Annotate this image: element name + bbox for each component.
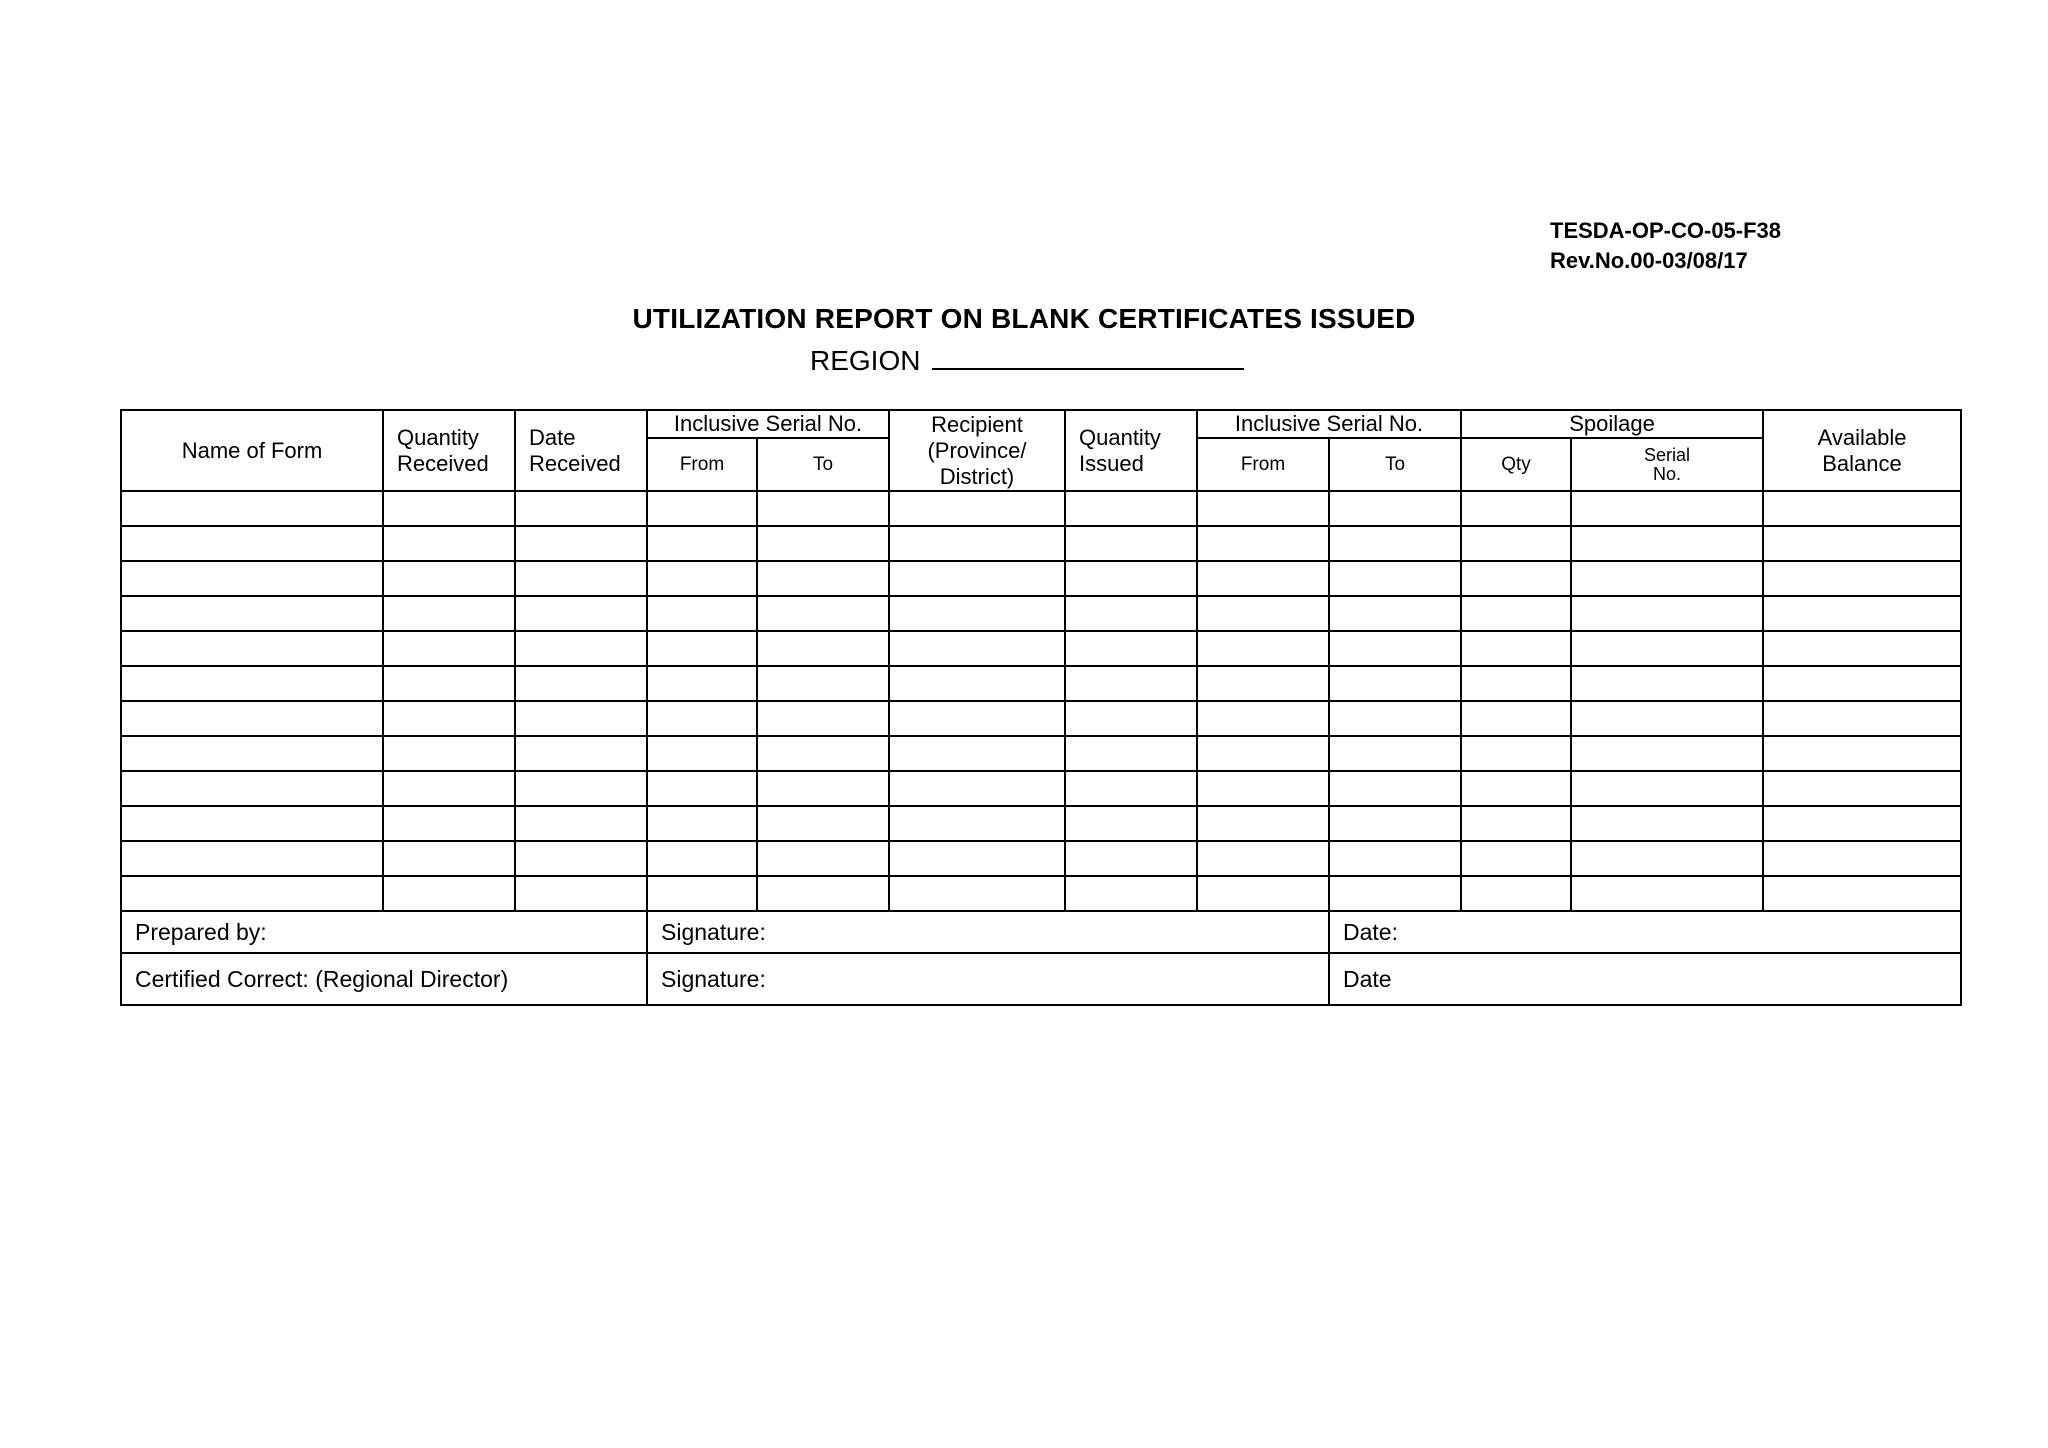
report-title: UTILIZATION REPORT ON BLANK CERTIFICATES ISSUED	[632, 303, 1416, 334]
header-available-balance-line1: Available	[1817, 424, 1907, 450]
cell-date-received[interactable]	[515, 736, 647, 771]
region-label: REGION	[810, 345, 921, 376]
cell-date-received[interactable]	[515, 631, 647, 666]
cell-available-balance[interactable]	[1763, 841, 1961, 876]
table-body	[121, 491, 1961, 911]
table-row	[121, 526, 1961, 561]
header-inclusive-serial-received: Inclusive Serial No.	[647, 410, 889, 438]
form-code: TESDA-OP-CO-05-F38	[1550, 218, 1782, 243]
cell-quantity-received[interactable]	[383, 771, 515, 806]
header-from-received: From	[647, 438, 757, 491]
header-quantity-issued-line2: Issued	[1079, 450, 1144, 476]
cell-serial-from-issued[interactable]	[1197, 666, 1329, 701]
cell-recipient[interactable]	[889, 596, 1065, 631]
cell-serial-from-received[interactable]	[647, 491, 757, 526]
table-row	[121, 631, 1961, 666]
cell-spoilage-qty[interactable]	[1461, 736, 1571, 771]
cell-serial-to-issued[interactable]	[1329, 736, 1461, 771]
cell-available-balance[interactable]	[1763, 631, 1961, 666]
cell-spoilage-qty[interactable]	[1461, 596, 1571, 631]
cell-serial-to-issued[interactable]	[1329, 841, 1461, 876]
cell-serial-from-received[interactable]	[647, 526, 757, 561]
cell-date-received[interactable]	[515, 701, 647, 736]
cell-quantity-issued[interactable]	[1065, 876, 1197, 911]
cell-serial-to-received[interactable]	[757, 631, 889, 666]
cell-serial-from-received[interactable]	[647, 806, 757, 841]
cell-recipient[interactable]	[889, 631, 1065, 666]
cell-serial-from-issued[interactable]	[1197, 771, 1329, 806]
cell-available-balance[interactable]	[1763, 876, 1961, 911]
header-spoilage-qty: Qty	[1461, 438, 1571, 491]
cell-serial-from-received[interactable]	[647, 701, 757, 736]
cell-quantity-received[interactable]	[383, 561, 515, 596]
cell-spoilage-serial-no[interactable]	[1571, 596, 1763, 631]
cell-spoilage-qty[interactable]	[1461, 701, 1571, 736]
cell-name-of-form[interactable]	[121, 771, 383, 806]
cell-spoilage-serial-no[interactable]	[1571, 561, 1763, 596]
cell-serial-to-issued[interactable]	[1329, 806, 1461, 841]
cell-name-of-form[interactable]	[121, 666, 383, 701]
region-input-line[interactable]	[932, 340, 1244, 370]
cell-serial-from-issued[interactable]	[1197, 596, 1329, 631]
cell-available-balance[interactable]	[1763, 771, 1961, 806]
cell-spoilage-serial-no[interactable]	[1571, 736, 1763, 771]
cell-recipient[interactable]	[889, 526, 1065, 561]
cell-quantity-received[interactable]	[383, 806, 515, 841]
date-field-preparer[interactable]: Date:	[1329, 911, 1961, 953]
header-date-received-line1: Date	[529, 424, 576, 450]
cell-serial-to-received[interactable]	[757, 561, 889, 596]
header-recipient-line1: Recipient	[931, 411, 1023, 437]
cell-serial-to-received[interactable]	[757, 491, 889, 526]
cell-quantity-issued[interactable]	[1065, 631, 1197, 666]
document-code	[1550, 216, 1781, 276]
header-available-balance	[1763, 410, 1961, 491]
cell-name-of-form[interactable]	[121, 491, 383, 526]
cell-recipient[interactable]	[889, 736, 1065, 771]
cell-available-balance[interactable]	[1763, 806, 1961, 841]
table-row	[121, 666, 1961, 701]
table-row	[121, 596, 1961, 631]
cell-quantity-issued[interactable]	[1065, 771, 1197, 806]
cell-name-of-form[interactable]	[121, 806, 383, 841]
cell-serial-to-received[interactable]	[757, 876, 889, 911]
cell-serial-from-received[interactable]	[647, 876, 757, 911]
cell-serial-to-issued[interactable]	[1329, 701, 1461, 736]
cell-quantity-received[interactable]	[383, 526, 515, 561]
cell-serial-from-received[interactable]	[647, 561, 757, 596]
cell-name-of-form[interactable]	[121, 596, 383, 631]
header-serial-no-line2: No.	[1653, 463, 1682, 484]
cell-serial-to-received[interactable]	[757, 771, 889, 806]
cell-serial-to-received[interactable]	[757, 526, 889, 561]
cell-quantity-received[interactable]	[383, 491, 515, 526]
cell-serial-from-issued[interactable]	[1197, 526, 1329, 561]
cell-spoilage-qty[interactable]	[1461, 561, 1571, 596]
cell-serial-from-issued[interactable]	[1197, 701, 1329, 736]
cell-recipient[interactable]	[889, 561, 1065, 596]
cell-spoilage-qty[interactable]	[1461, 491, 1571, 526]
cell-recipient[interactable]	[889, 806, 1065, 841]
cell-quantity-issued[interactable]	[1065, 596, 1197, 631]
cell-serial-to-issued[interactable]	[1329, 771, 1461, 806]
cell-serial-to-received[interactable]	[757, 736, 889, 771]
table-row	[121, 771, 1961, 806]
cell-date-received[interactable]	[515, 526, 647, 561]
header-recipient-line2: (Province/	[927, 437, 1027, 463]
cell-quantity-issued[interactable]	[1065, 666, 1197, 701]
certified-correct-label: Certified Correct: (Regional Director)	[121, 953, 647, 1005]
cell-spoilage-qty[interactable]	[1461, 631, 1571, 666]
header-quantity-received	[383, 410, 515, 491]
date-field-director[interactable]: Date	[1329, 953, 1961, 1005]
cell-quantity-issued[interactable]	[1065, 561, 1197, 596]
cell-serial-from-received[interactable]	[647, 771, 757, 806]
header-spoilage-serial-no	[1571, 438, 1763, 491]
cell-recipient[interactable]	[889, 841, 1065, 876]
cell-serial-from-received[interactable]	[647, 631, 757, 666]
cell-serial-to-issued[interactable]	[1329, 561, 1461, 596]
header-quantity-received-line2: Received	[397, 450, 489, 476]
table-row	[121, 736, 1961, 771]
signature-field-preparer[interactable]: Signature:	[647, 911, 1329, 953]
table-footer	[121, 911, 1961, 1005]
cell-spoilage-serial-no[interactable]	[1571, 666, 1763, 701]
cell-serial-to-issued[interactable]	[1329, 596, 1461, 631]
prepared-by-label: Prepared by:	[121, 911, 647, 953]
cell-quantity-issued[interactable]	[1065, 526, 1197, 561]
utilization-table	[120, 409, 1962, 1006]
cell-spoilage-qty[interactable]	[1461, 876, 1571, 911]
cell-spoilage-qty[interactable]	[1461, 526, 1571, 561]
cell-spoilage-serial-no[interactable]	[1571, 806, 1763, 841]
cell-date-received[interactable]	[515, 666, 647, 701]
cell-name-of-form[interactable]	[121, 876, 383, 911]
table-row	[121, 806, 1961, 841]
cell-quantity-issued[interactable]	[1065, 701, 1197, 736]
cell-serial-to-issued[interactable]	[1329, 631, 1461, 666]
cell-serial-from-received[interactable]	[647, 666, 757, 701]
cell-serial-from-received[interactable]	[647, 841, 757, 876]
cell-serial-to-issued[interactable]	[1329, 491, 1461, 526]
cell-quantity-issued[interactable]	[1065, 491, 1197, 526]
cell-serial-to-issued[interactable]	[1329, 526, 1461, 561]
cell-name-of-form[interactable]	[121, 631, 383, 666]
header-available-balance-line2: Balance	[1822, 450, 1902, 476]
cell-serial-to-received[interactable]	[757, 841, 889, 876]
cell-spoilage-qty[interactable]	[1461, 771, 1571, 806]
cell-name-of-form[interactable]	[121, 561, 383, 596]
cell-serial-to-received[interactable]	[757, 701, 889, 736]
cell-spoilage-serial-no[interactable]	[1571, 771, 1763, 806]
cell-name-of-form[interactable]	[121, 526, 383, 561]
header-to-issued: To	[1329, 438, 1461, 491]
cell-available-balance[interactable]	[1763, 666, 1961, 701]
cell-recipient[interactable]	[889, 771, 1065, 806]
region-field	[810, 340, 1244, 377]
cell-quantity-received[interactable]	[383, 841, 515, 876]
cell-date-received[interactable]	[515, 806, 647, 841]
header-from-issued: From	[1197, 438, 1329, 491]
cell-serial-to-received[interactable]	[757, 806, 889, 841]
cell-quantity-received[interactable]	[383, 736, 515, 771]
cell-name-of-form[interactable]	[121, 841, 383, 876]
header-spoilage: Spoilage	[1461, 410, 1763, 438]
cell-serial-from-issued[interactable]	[1197, 561, 1329, 596]
table-row	[121, 701, 1961, 736]
cell-date-received[interactable]	[515, 771, 647, 806]
cell-available-balance[interactable]	[1763, 561, 1961, 596]
cell-serial-from-issued[interactable]	[1197, 876, 1329, 911]
header-recipient	[889, 410, 1065, 491]
header-date-received-line2: Received	[529, 450, 621, 476]
cell-date-received[interactable]	[515, 596, 647, 631]
cell-serial-from-received[interactable]	[647, 736, 757, 771]
cell-recipient[interactable]	[889, 876, 1065, 911]
cell-serial-from-received[interactable]	[647, 596, 757, 631]
revision-number: Rev.No.00-03/08/17	[1550, 248, 1748, 273]
cell-serial-from-issued[interactable]	[1197, 491, 1329, 526]
cell-date-received[interactable]	[515, 841, 647, 876]
table-row	[121, 876, 1961, 911]
cell-quantity-issued[interactable]	[1065, 841, 1197, 876]
cell-quantity-issued[interactable]	[1065, 736, 1197, 771]
cell-spoilage-qty[interactable]	[1461, 806, 1571, 841]
header-quantity-issued-line1: Quantity	[1079, 424, 1161, 450]
cell-quantity-received[interactable]	[383, 701, 515, 736]
header-inclusive-serial-issued: Inclusive Serial No.	[1197, 410, 1461, 438]
cell-quantity-received[interactable]	[383, 876, 515, 911]
cell-serial-to-received[interactable]	[757, 596, 889, 631]
cell-spoilage-qty[interactable]	[1461, 666, 1571, 701]
table-row	[121, 561, 1961, 596]
cell-serial-to-issued[interactable]	[1329, 876, 1461, 911]
cell-available-balance[interactable]	[1763, 491, 1961, 526]
cell-serial-from-issued[interactable]	[1197, 631, 1329, 666]
cell-serial-from-issued[interactable]	[1197, 841, 1329, 876]
cell-spoilage-qty[interactable]	[1461, 841, 1571, 876]
signature-field-director[interactable]: Signature:	[647, 953, 1329, 1005]
cell-spoilage-serial-no[interactable]	[1571, 491, 1763, 526]
header-quantity-issued	[1065, 410, 1197, 491]
cell-date-received[interactable]	[515, 561, 647, 596]
cell-quantity-received[interactable]	[383, 596, 515, 631]
header-to-received: To	[757, 438, 889, 491]
header-date-received	[515, 410, 647, 491]
table-row	[121, 491, 1961, 526]
cell-spoilage-serial-no[interactable]	[1571, 701, 1763, 736]
cell-spoilage-serial-no[interactable]	[1571, 876, 1763, 911]
cell-available-balance[interactable]	[1763, 736, 1961, 771]
cell-quantity-received[interactable]	[383, 631, 515, 666]
cell-spoilage-serial-no[interactable]	[1571, 841, 1763, 876]
table-row	[121, 841, 1961, 876]
cell-spoilage-serial-no[interactable]	[1571, 526, 1763, 561]
cell-quantity-issued[interactable]	[1065, 806, 1197, 841]
cell-available-balance[interactable]	[1763, 701, 1961, 736]
cell-serial-from-issued[interactable]	[1197, 736, 1329, 771]
header-recipient-line3: District)	[939, 463, 1015, 489]
cell-serial-to-received[interactable]	[757, 666, 889, 701]
cell-recipient[interactable]	[889, 666, 1065, 701]
cell-available-balance[interactable]	[1763, 596, 1961, 631]
cell-name-of-form[interactable]	[121, 701, 383, 736]
cell-serial-from-issued[interactable]	[1197, 806, 1329, 841]
cell-date-received[interactable]	[515, 491, 647, 526]
header-name-of-form: Name of Form	[121, 410, 383, 491]
header-serial-no-line1: Serial	[1643, 444, 1691, 465]
cell-quantity-received[interactable]	[383, 666, 515, 701]
cell-recipient[interactable]	[889, 701, 1065, 736]
cell-available-balance[interactable]	[1763, 526, 1961, 561]
cell-date-received[interactable]	[515, 876, 647, 911]
cell-name-of-form[interactable]	[121, 736, 383, 771]
cell-recipient[interactable]	[889, 491, 1065, 526]
header-quantity-received-line1: Quantity	[397, 424, 479, 450]
cell-spoilage-serial-no[interactable]	[1571, 631, 1763, 666]
cell-serial-to-issued[interactable]	[1329, 666, 1461, 701]
